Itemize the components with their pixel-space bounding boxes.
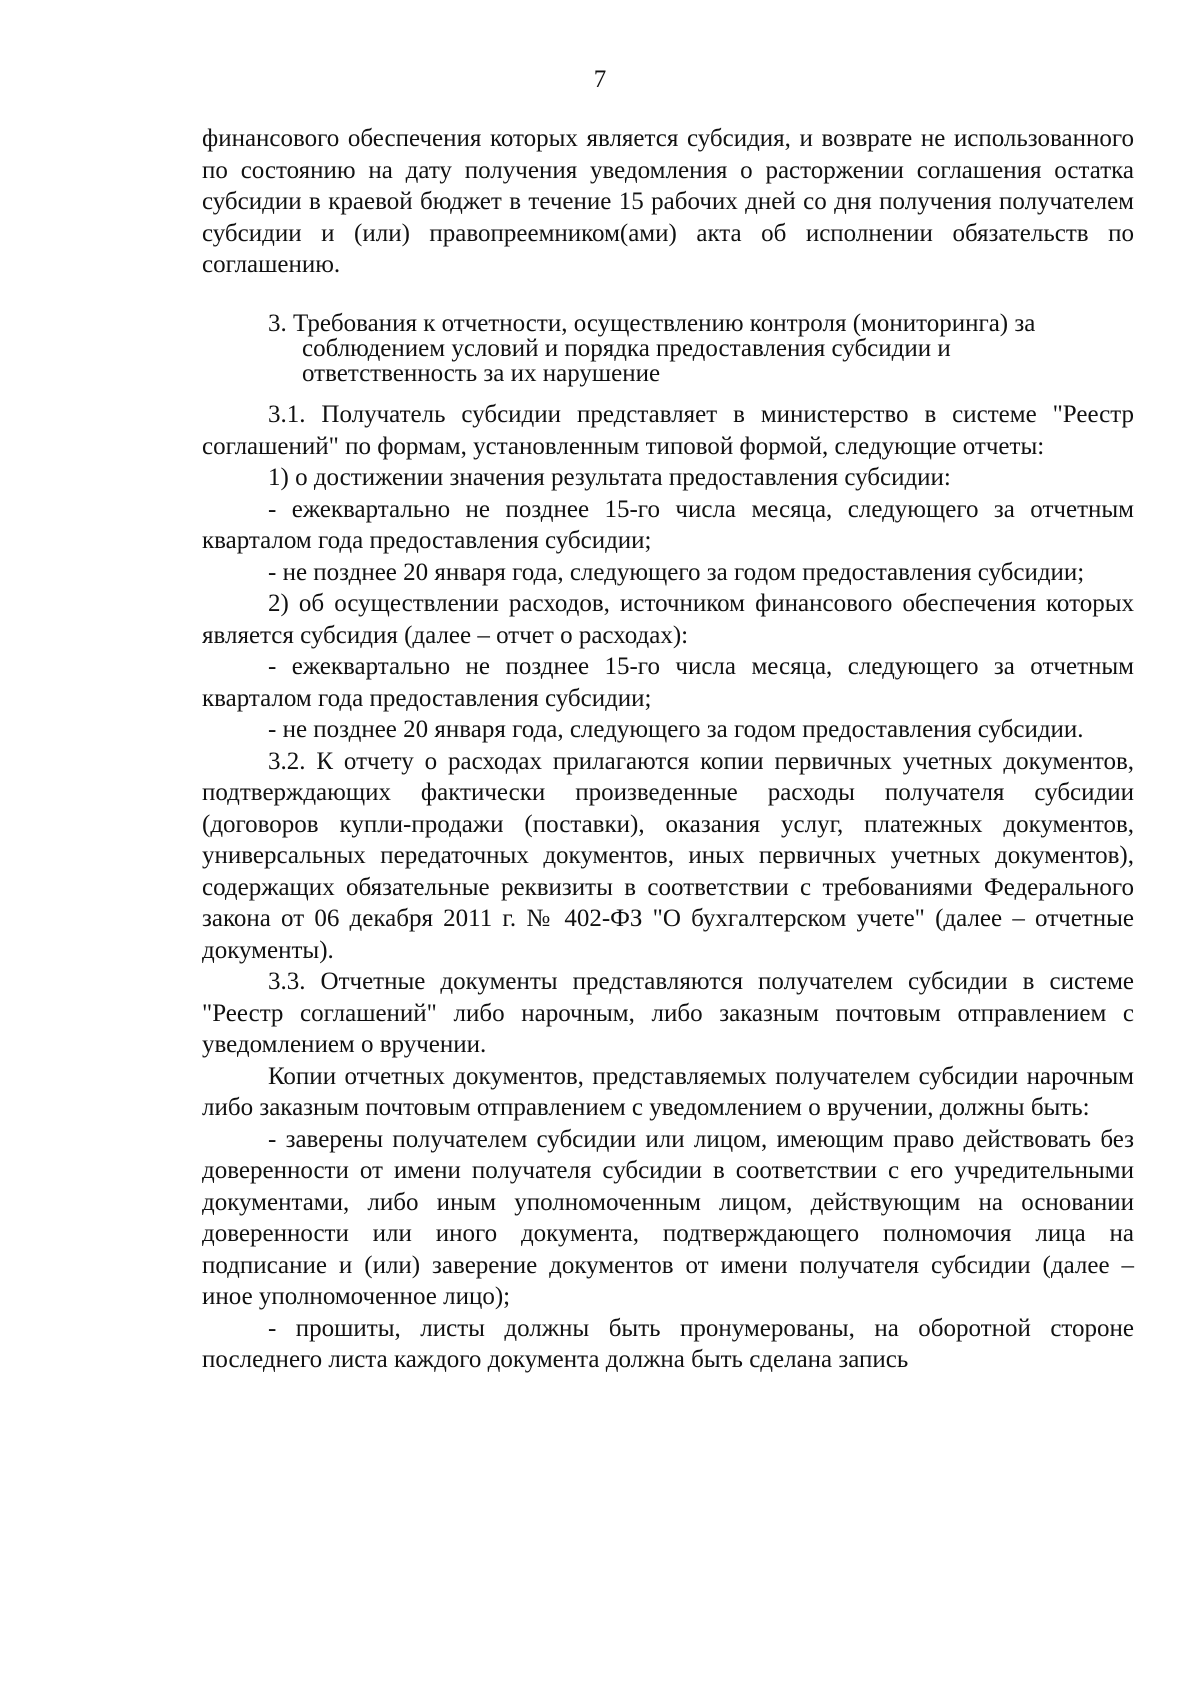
section-heading [202, 311, 1134, 386]
list-subitem: - не позднее 20 января года, следующего за годом предоставления субсидии; [268, 558, 1085, 586]
body-text [202, 399, 1134, 1376]
list-subitem: - не позднее 20 января года, следующего за годом предоставления субсидии. [268, 716, 1084, 743]
list-item-1: 1) о достижении значения результата предоставления субсидии: [268, 464, 951, 491]
list-subitem: - заверены получателем субсидии или лицом, имеющим право действовать без доверенности от имени получателя субсидии в соответствии с его учредительными документами, либо иным уполномоченным лицом, действующим на основании доверенности или иного документа, подтверждающего полномочия лица на подписание и (или) заверение документов от имени получателя субсидии (далее – иное уполномоченное лицо); [202, 1125, 1134, 1310]
paragraph-3-1: 3.1. Получатель субсидии представляет в министерство в системе "Реестр соглашений" по формам, установленным типовой формой, следующие отчеты: [202, 401, 1134, 460]
section-heading-line: 3. Требования к отчетности, осуществлению контроля (мониторинга) за [268, 310, 1036, 337]
paragraph-3-2: 3.2. К отчету о расходах прилагаются копии первичных учетных документов, подтверждающих фактически произведенные расходы получателя субсидии (договоров купли-продажи (поставки), оказания услуг, платежных документов, универсальных передаточных документов, иных первичных учетных документов), содержащих обязательные реквизиты в соответствии с требованиями Федерального закона от 06 декабря 2011 г. № 402-ФЗ "О бухгалтерском учете" (далее – отчетные документы). [202, 747, 1134, 964]
list-subitem: - ежеквартально не позднее 15-го числа месяца, следующего за отчетным кварталом года предоставления субсидии; [202, 495, 1134, 554]
intro-block [202, 123, 1134, 281]
list-subitem: - ежеквартально не позднее 15-го числа месяца, следующего за отчетным кварталом года предоставления субсидии; [202, 653, 1134, 712]
paragraph-3-3: 3.3. Отчетные документы представляются получателем субсидии в системе "Реестр соглашений" либо нарочным, либо заказным почтовым отправлением с уведомлением о вручении. [202, 968, 1134, 1058]
section-heading-line: ответственность за их нарушение [302, 360, 661, 387]
page-number: 7 [593, 66, 607, 93]
list-subitem: - прошиты, листы должны быть пронумерованы, на оборотной стороне последнего листа каждого документа должна быть сделана запись [202, 1314, 1134, 1373]
paragraph-copies: Копии отчетных документов, представляемых получателем субсидии нарочным либо заказным почтовым отправлением с уведомлением о вручении, должны быть: [202, 1062, 1134, 1121]
section-heading-line: соблюдением условий и порядка предоставления субсидии и [302, 335, 951, 362]
list-item-2: 2) об осуществлении расходов, источником финансового обеспечения которых является субсидия (далее – отчет о расходах): [202, 590, 1134, 649]
intro-paragraph: финансового обеспечения которых является субсидия, и возврате не использованного по состоянию на дату получения уведомления о расторжении соглашения остатка субсидии в краевой бюджет в течение 15 рабочих дней со дня получения получателем субсидии и (или) правопреемником(ами) акта об исполнении обязательств по соглашению. [202, 125, 1134, 278]
